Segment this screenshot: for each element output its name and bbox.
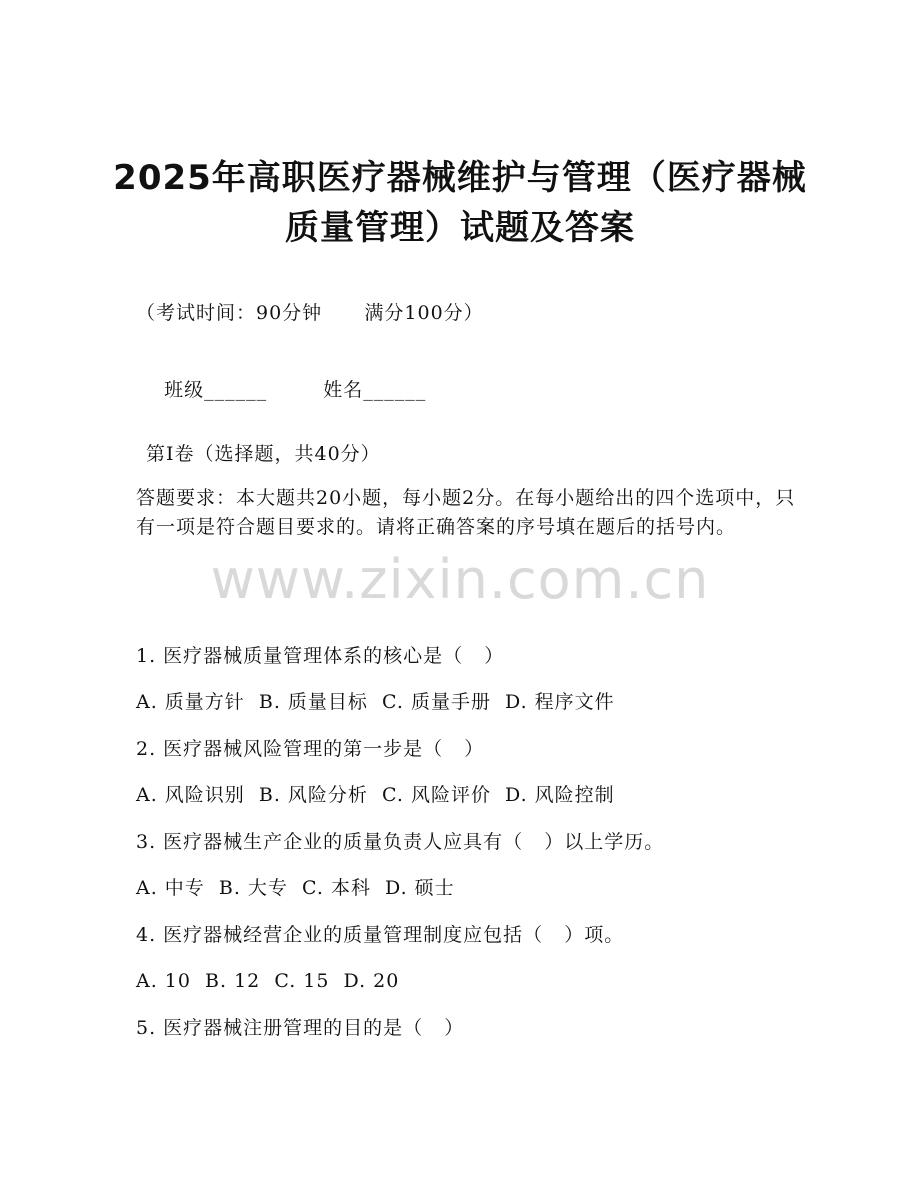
section-heading: 第Ⅰ卷（选择题，共40分） (146, 443, 381, 465)
question-5-stem: 5. 医疗器械注册管理的目的是（ ） (136, 1017, 465, 1039)
class-field: 班级______ (164, 379, 268, 401)
watermark: www.zixin.com.cn (210, 548, 710, 611)
question-3-stem: 3. 医疗器械生产企业的质量负责人应具有（ ）以上学历。 (136, 831, 665, 853)
name-field: 姓名______ (323, 379, 427, 401)
question-2-stem: 2. 医疗器械风险管理的第一步是（ ） (136, 738, 485, 760)
question-1-stem: 1. 医疗器械质量管理体系的核心是（ ） (136, 645, 505, 667)
document-title-line-1: 2025年高职医疗器械维护与管理（医疗器械 (113, 158, 807, 198)
question-4-options: A. 10 B. 12 C. 15 D. 20 (136, 970, 400, 992)
answer-instructions: 答题要求：本大题共20小题，每小题2分。在每小题给出的四个选项中，只有一项是符合题目要求的。请将正确答案的序号填在题后的括号内。 (136, 487, 796, 538)
question-3-options: A. 中专 B. 大专 C. 本科 D. 硕士 (136, 877, 455, 899)
exam-info: （考试时间：90分钟 满分100分） (136, 302, 484, 324)
question-2-options: A. 风险识别 B. 风险分析 C. 风险评价 D. 风险控制 (136, 784, 615, 806)
question-1-options: A. 质量方针 B. 质量目标 C. 质量手册 D. 程序文件 (136, 691, 615, 713)
document-title-line-2: 质量管理）试题及答案 (285, 208, 635, 248)
student-fields (136, 348, 426, 432)
question-4-stem: 4. 医疗器械经营企业的质量管理制度应包括（ ）项。 (136, 924, 625, 946)
